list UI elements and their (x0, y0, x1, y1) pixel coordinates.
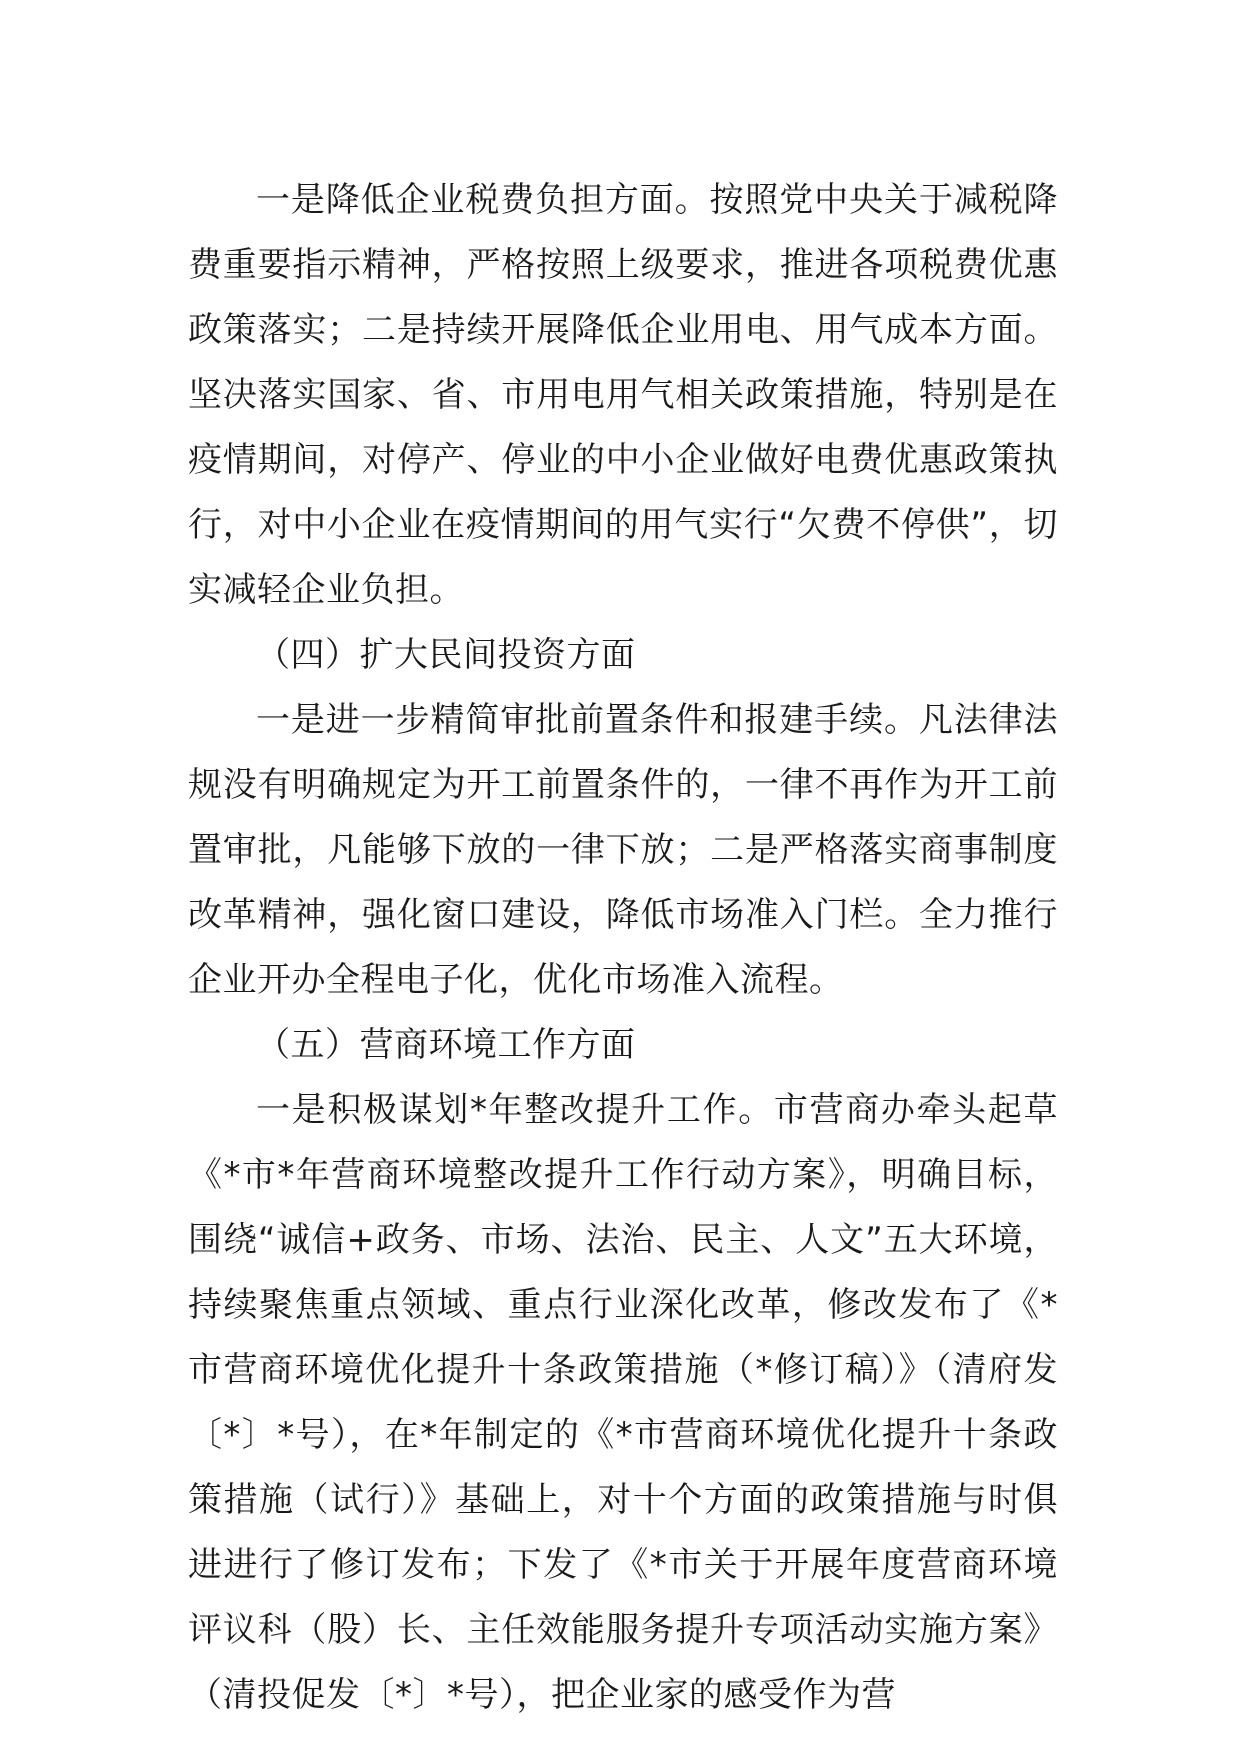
document-page (188, 168, 1058, 1728)
section-heading-business-environment: （五）营商环境工作方面 (256, 1025, 636, 1065)
section-heading-private-investment: （四）扩大民间投资方面 (256, 635, 636, 675)
paragraph-private-investment: 一是进一步精简审批前置条件和报建手续。凡法律法规没有明确规定为开工前置条件的，一律不再作为开工前置审批，凡能够下放的一律下放；二是严格落实商事制度改革精神，强化窗口建设，降低市场准入门栏。全力推行企业开办全程电子化，优化市场准入流程。 (188, 700, 1058, 1000)
paragraph-business-environment: 一是积极谋划*年整改提升工作。市营商办牵头起草《*市*年营商环境整改提升工作行动方案》，明确目标，围绕“诚信+政务、市场、法治、民主、人文”五大环境，持续聚焦重点领域、重点行业深化改革，修改发布了《*市营商环境优化提升十条政策措施（*修订稿）》（清府发〔*〕*号），在*年制定的《*市营商环境优化提升十条政策措施（试行）》基础上，对十个方面的政策措施与时俱进进行了修订发布；下发了《*市关于开展年度营商环境评议科（股）长、主任效能服务提升专项活动实施方案》（清投促发〔*〕*号），把企业家的感受作为营 (188, 1090, 1058, 1715)
paragraph-tax-burden: 一是降低企业税费负担方面。按照党中央关于减税降费重要指示精神，严格按照上级要求，推进各项税费优惠政策落实；二是持续开展降低企业用电、用气成本方面。坚决落实国家、省、市用电用气相关政策措施，特别是在疫情期间，对停产、停业的中小企业做好电费优惠政策执行，对中小企业在疫情期间的用气实行“欠费不停供”，切实减轻企业负担。 (188, 180, 1058, 610)
